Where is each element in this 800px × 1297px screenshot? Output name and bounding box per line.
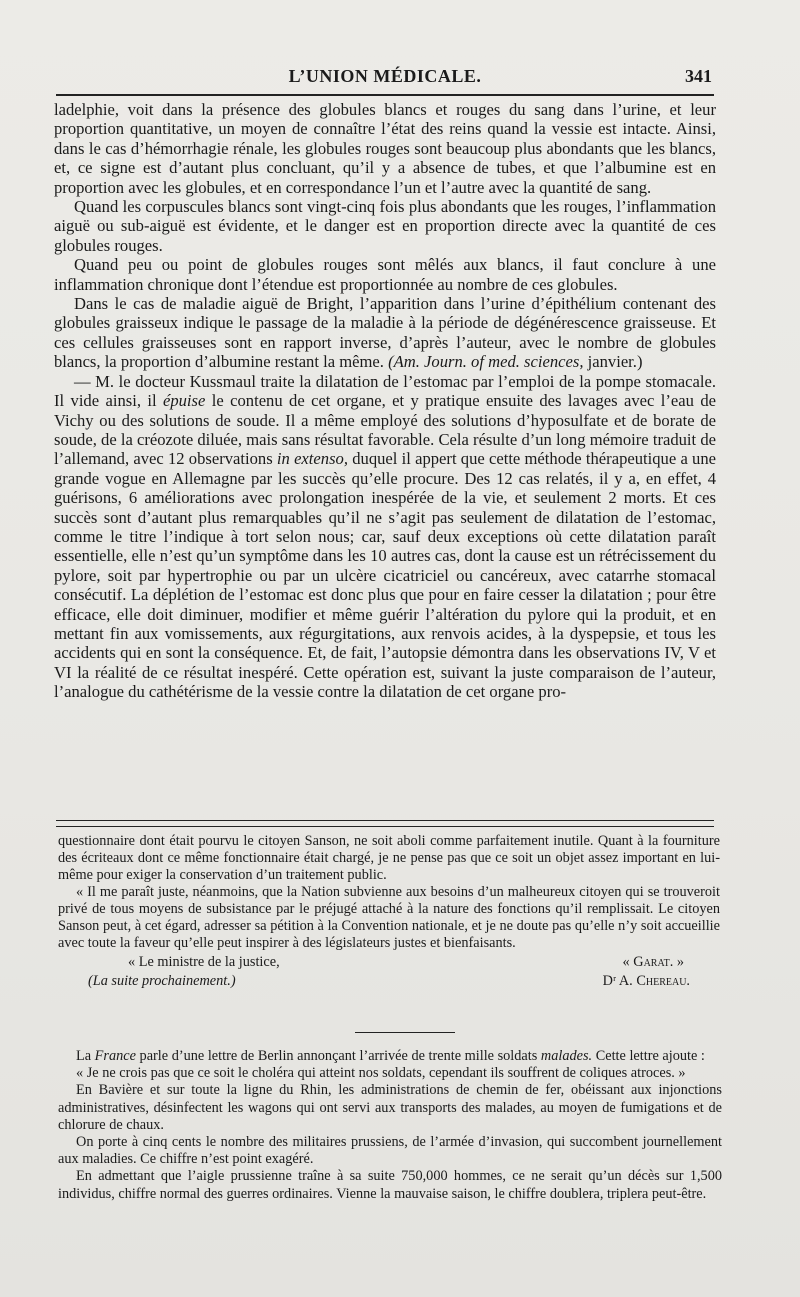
feuilleton (58, 833, 720, 990)
running-header (56, 62, 714, 92)
citation-tail: janvier.) (587, 352, 643, 372)
section-rule (355, 1032, 455, 1033)
paragraph-text: parle d’une lettre de Berlin annonçant l’arrivée de trente mille soldats (139, 1048, 538, 1064)
paragraph (58, 1048, 722, 1065)
paragraph-text: — M. le docteur Kussmaul traite la dilatation de l’estomac par l’emploi de la pompe stomacale. Il vide ainsi, il (54, 371, 716, 411)
italic-phrase: in extenso, (276, 449, 348, 469)
paragraph: ladelphie, voit dans la présence des globules blancs et rouges du sang dans l’urine, et leur proportion quantitative, un moyen de connaître l’état des reins quand la vessie est intacte. Ainsi, dans le cas d’hémorrhagie rénale, les globules rouges sont beaucoup plus abondants que les blancs, et, ce signe est d’autant plus concluant, qu’il y a absence de tubes, et que l’albumine est en proportion avec les globules, et en correspondance l’un et l’autre avec la quantité de sang. (54, 100, 716, 197)
paragraph: En admettant que l’aigle prussienne traîne à sa suite 750,000 hommes, ce ne serait qu’un décès sur 1,500 individus, chiffre normal des guerres ordinaires. Vienne la mauvaise saison, le chiffre doublera, triplera peut-être. (58, 1168, 722, 1202)
journal-title: L’UNION MÉDICALE. (288, 66, 482, 86)
page-number: 341 (685, 66, 712, 86)
paragraph (54, 294, 716, 372)
continuation-note: (La suite prochainement.) (88, 973, 236, 989)
paragraph-text: duquel il appert que cette méthode thérapeutique a une grande vogue en Allemagne par les succès qu’elle procure. Des 12 cas relatés, il y a, en effet, 4 guérisons, 6 améliorations avec prolongation inespérée de la vie, et seulement 2 morts. Et ces succès sont d’autant plus remarquables qu’il ne s’agit pas seulement de dilatation de l’estomac, comme le titre l’indique à tort selon nous; car, sauf deux exceptions où cette dilatation paraît essentielle, elle n’est qu’un symptôme dans les 10 autres cas, dont la cause est un rétrécissement du pylore, soit par hypertrophie ou par un ulcère cicatriciel ou cancéreux, avec catarrhe stomacal consécutif. La déplétion de l’estomac est donc plus que pour en faire cesser la dilatation ; pour être efficace, elle doit diminuer, modifier et même guérir l’altération du pylore qui la produit, et en mettant fin aux vomissements, aux régurgitations, aux renvois acides, à la dyspepsie, et tous les accidents qui en sont la conséquence. Et, de fait, l’autopsie démontra dans les observations IV, V et VI la réalité de ce résultat inespéré. Cette opération est, suivant la juste comparaison de l’auteur, l’analogue du cathétérisme de la vessie contre la dilatation de cet organe pro- (54, 449, 717, 702)
italic-word: épuise (162, 391, 206, 411)
paragraph: questionnaire dont était pourvu le citoyen Sanson, ne soit aboli comme parfaitement inutile. Quant à la fourniture des écriteaux dont ce même fonctionnaire était chargé, je ne pense pas que ce soit un objet assez important en lui-même pour exiger la conservation d’un traitement public. (58, 833, 720, 883)
signature-left: « Le ministre de la justice, (128, 954, 280, 970)
paragraph-text: La (76, 1048, 92, 1064)
paragraph-text: Cette lettre ajoute : (595, 1048, 705, 1064)
italic-word: malades. (540, 1048, 593, 1064)
signature-line (58, 952, 720, 971)
paragraph: Quand les corpuscules blancs sont vingt-cinq fois plus abondants que les rouges, l’inflammation aiguë ou sub-aiguë est évidente, et le danger est en proportion directe avec la quantité de ces globules rouges. (54, 197, 716, 255)
paragraph: On porte à cinq cents le nombre des militaires prussiens, de l’armée d’invasion, qui succombent journellement aux maladies. Ce chiffre n’est point exagéré. (58, 1134, 722, 1168)
paragraph: Quand peu ou point de globules rouges sont mêlés aux blancs, il faut conclure à une inflammation chronique dont l’étendue est proportionnée au nombre de ces globules. (54, 255, 716, 294)
feuilleton-divider (56, 820, 714, 827)
paragraph-text: le contenu de cet organe, et y pratique ensuite des lavages avec l’eau de Vichy ou des solutions de soude. Il a même employé des solutions d’hyposulfate et de borate de soude, de la créozote diluée, mais sans résultat favorable. Cela résulte d’un long mémoire traduit de l’allemand, avec 12 observations (54, 391, 716, 469)
main-article (54, 100, 716, 702)
header-rule (56, 94, 714, 96)
signature-right: « Garat. » (622, 954, 684, 970)
continuation-line (58, 971, 720, 990)
paragraph: « Je ne crois pas que ce soit le choléra qui atteint nos soldats, cependant ils souffrent de coliques atroces. » (76, 1065, 686, 1082)
paragraph (54, 372, 716, 702)
news-section (58, 1048, 722, 1203)
paragraph: « Il me paraît juste, néanmoins, que la Nation subvienne aux besoins d’un malheureux citoyen qui se trouveroit privé de tous moyens de subsistance par le préjugé attaché à la nature des fonctions qu’il remplissait. Le citoyen Sanson peut, à cet égard, adresser sa pétition à la Convention nationale, et je ne doute pas qu’elle n’y soit accueillie avec toute la faveur qu’elle peut inspirer à des législateurs justes et bienfaisants. (58, 884, 720, 951)
author-signature: Dʳ A. Chereau. (602, 973, 690, 989)
citation: (Am. Journ. of med. sciences, (388, 352, 584, 372)
paragraph: En Bavière et sur toute la ligne du Rhin, les administrations de chemin de fer, obéissant aux injonctions administratives, désinfectent les wagons qui ont servi aux transports des malades, au moyen de fumigations et de chlorure de chaux. (58, 1082, 722, 1133)
italic-word: France (94, 1048, 136, 1064)
paragraph-text: Dans le cas de maladie aiguë de Bright, l’apparition dans l’urine d’épithélium contenant des globules graisseux indique le passage de la maladie à la période de dégénérescence graisseuse. Et ces cellules graisseuses sont en rapport inverse, d’après l’auteur, avec le nombre de globules blancs, la proportion d’albumine restant la même. (54, 294, 716, 372)
